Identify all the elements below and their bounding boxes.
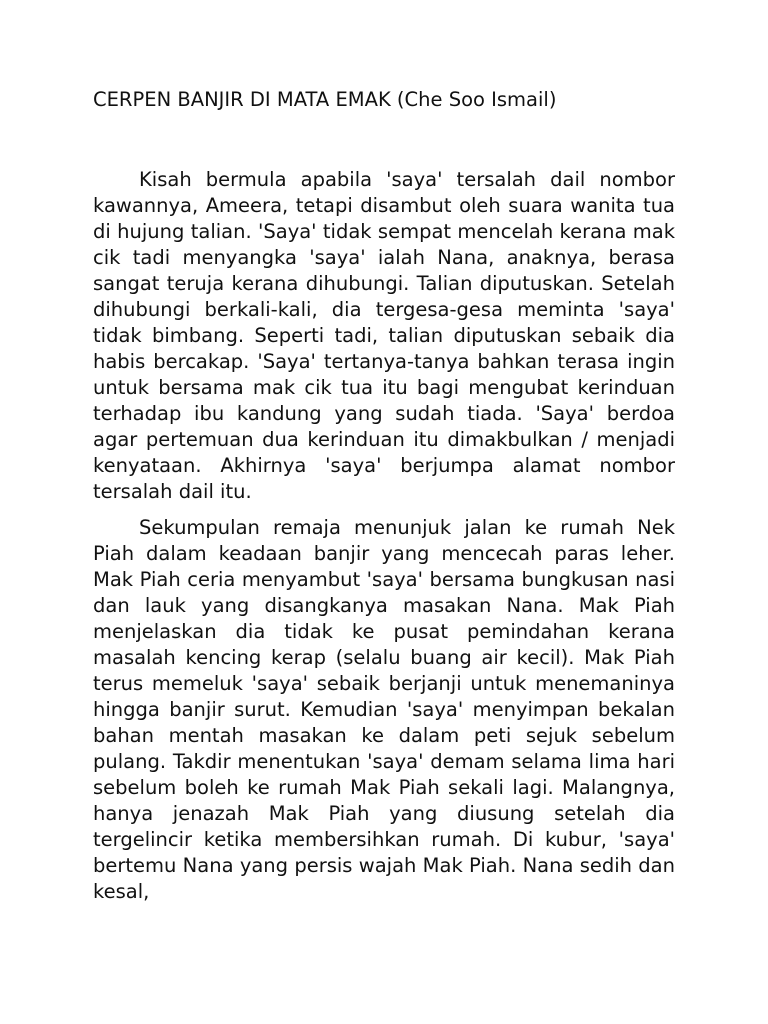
document-title: CERPEN BANJIR DI MATA EMAK (Che Soo Ismail) <box>93 88 557 111</box>
paragraph-2: Sekumpulan remaja menunjuk jalan ke rumah Nek Piah dalam keadaan banjir yang mencecah paras leher. Mak Piah ceria menyambut 'saya' bersama bungkusan nasi dan lauk yang disangkanya masakan Nana. Mak Piah menjelaskan dia tidak ke pusat pemindahan kerana masalah kencing kerap (selalu buang air kecil). Mak Piah terus memeluk 'saya' sebaik berjanji untuk menemaninya hingga banjir surut. Kemudian 'saya' menyimpan bekalan bahan mentah masakan ke dalam peti sejuk sebelum pulang. Takdir menentukan 'saya' demam selama lima hari sebelum boleh ke rumah Mak Piah sekali lagi. Malangnya, hanya jenazah Mak Piah yang diusung setelah dia tergelincir ketika membersihkan rumah. Di kubur, 'saya' bertemu Nana yang persis wajah Mak Piah. Nana sedih dan kesal, <box>93 516 675 903</box>
document-page <box>93 86 675 915</box>
paragraph-1: Kisah bermula apabila 'saya' tersalah dail nombor kawannya, Ameera, tetapi disambut oleh suara wanita tua di hujung talian. 'Saya' tidak sempat mencelah kerana mak cik tadi menyangka 'saya' ialah Nana, anaknya, berasa sangat teruja kerana dihubungi. Talian diputuskan. Setelah dihubungi berkali-kali, dia tergesa-gesa meminta 'saya' tidak bimbang. Seperti tadi, talian diputuskan sebaik dia habis bercakap. 'Saya' tertanya-tanya bahkan terasa ingin untuk bersama mak cik tua itu bagi mengubat kerinduan terhadap ibu kandung yang sudah tiada. 'Saya' berdoa agar pertemuan dua kerinduan itu dimakbulkan / menjadi kenyataan. Akhirnya 'saya' berjumpa alamat nombor tersalah dail itu. <box>93 168 675 503</box>
